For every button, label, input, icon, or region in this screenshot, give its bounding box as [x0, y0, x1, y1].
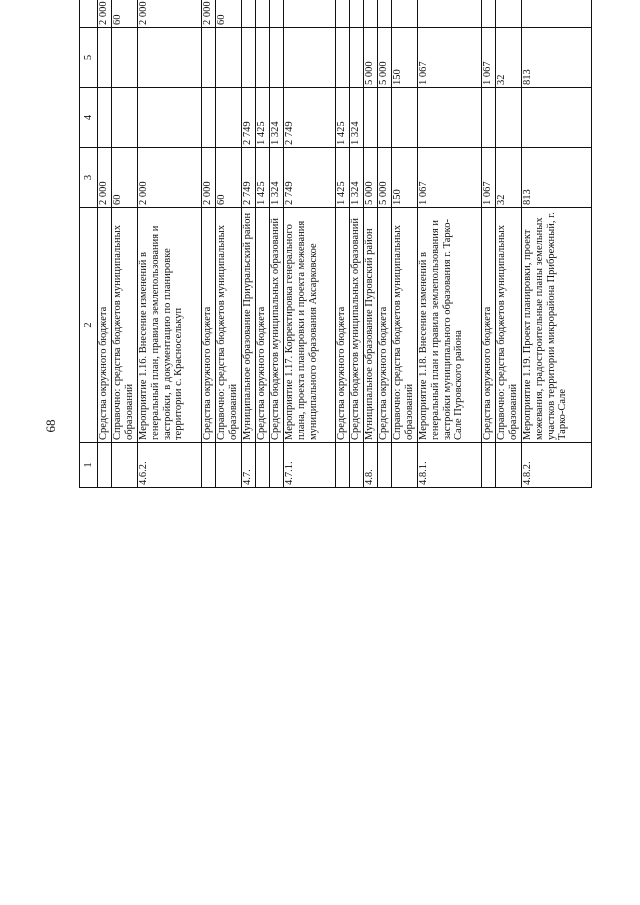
value-cell: [392, 88, 418, 148]
value-cell: [350, 0, 364, 28]
value-cell: [496, 88, 522, 148]
value-cell: 1 067: [482, 28, 496, 88]
budget-table: [79, 0, 592, 488]
value-cell: [482, 88, 496, 148]
table-row: [202, 0, 216, 488]
value-cell: 1 324: [270, 88, 284, 148]
row-code-cell: [256, 443, 270, 488]
table-row: [112, 0, 138, 488]
table-row: [482, 0, 496, 488]
value-cell: [378, 88, 392, 148]
table-row: [98, 0, 112, 488]
value-cell: [112, 28, 138, 88]
row-code-cell: [270, 443, 284, 488]
value-cell: [216, 28, 242, 88]
row-name-cell: Средства окружного бюджета: [378, 208, 392, 443]
value-cell: [284, 0, 336, 28]
row-code-cell: [202, 443, 216, 488]
row-name-cell: Средства бюджетов муниципальных образований: [270, 208, 284, 443]
value-cell: 1 324: [350, 88, 364, 148]
value-cell: [522, 0, 592, 28]
value-cell: 2 000: [138, 148, 202, 208]
value-cell: [336, 0, 350, 28]
value-cell: [364, 0, 378, 28]
row-name-cell: Средства окружного бюджета: [256, 208, 270, 443]
header-cell: 2: [80, 208, 98, 443]
value-cell: [216, 88, 242, 148]
row-code-cell: [98, 443, 112, 488]
value-cell: [418, 0, 482, 28]
value-cell: 5 000: [364, 28, 378, 88]
row-name-cell: Средства окружного бюджета: [98, 208, 112, 443]
value-cell: 2 000: [138, 0, 202, 28]
row-code-cell: [112, 443, 138, 488]
table-row: [364, 0, 378, 488]
header-cell: 4: [80, 88, 98, 148]
row-code-cell: [392, 443, 418, 488]
value-cell: [256, 28, 270, 88]
table-row: [138, 0, 202, 488]
row-name-cell: Муниципальное образование Пуровский район: [364, 208, 378, 443]
value-cell: 5 000: [364, 148, 378, 208]
table-row: [216, 0, 242, 488]
value-cell: [392, 0, 418, 28]
value-cell: 60: [216, 148, 242, 208]
value-cell: 60: [112, 0, 138, 28]
row-name-cell: Средства окружного бюджета: [336, 208, 350, 443]
table-row: [350, 0, 364, 488]
value-cell: 5 000: [378, 28, 392, 88]
row-name-cell: Муниципальное образование Приуральский район: [242, 208, 256, 443]
table-row: [336, 0, 350, 488]
value-cell: 2 000: [98, 148, 112, 208]
value-cell: 1 425: [336, 88, 350, 148]
table-row: [242, 0, 256, 488]
value-cell: [482, 0, 496, 28]
value-cell: 32: [496, 148, 522, 208]
value-cell: [418, 88, 482, 148]
value-cell: [522, 88, 592, 148]
table-row: [496, 0, 522, 488]
value-cell: 1 067: [418, 148, 482, 208]
value-cell: 2 749: [242, 88, 256, 148]
value-cell: 2 000: [98, 0, 112, 28]
header-row: [80, 0, 98, 488]
row-name-cell: Средства окружного бюджета: [202, 208, 216, 443]
row-code-cell: 4.7.1.: [284, 443, 336, 488]
value-cell: [350, 28, 364, 88]
row-name-cell: Справочно: средства бюджетов муниципальных образований: [112, 208, 138, 443]
table-row: [378, 0, 392, 488]
row-name-cell: Справочно: средства бюджетов муниципальных образований: [216, 208, 242, 443]
row-name-cell: Мероприятие 1.16. Внесение изменений в генеральный план, правила землепользования и застройки, в документацию по планировке территории с. Красноселькуп: [138, 208, 202, 443]
header-cell: [80, 0, 98, 28]
row-code-cell: [336, 443, 350, 488]
value-cell: [270, 28, 284, 88]
value-cell: 2 000: [202, 0, 216, 28]
value-cell: [112, 88, 138, 148]
value-cell: 1 425: [256, 148, 270, 208]
row-code-cell: 4.6.2.: [138, 443, 202, 488]
header-cell: 1: [80, 443, 98, 488]
value-cell: 150: [392, 148, 418, 208]
table-row: [256, 0, 270, 488]
table-body: [80, 0, 592, 488]
row-code-cell: [482, 443, 496, 488]
header-cell: 5: [80, 28, 98, 88]
row-code-cell: [216, 443, 242, 488]
value-cell: [270, 0, 284, 28]
row-name-cell: Мероприятие 1.17. Корректировка генерального плана, проекта планировки и проекта межевания муниципального образования Аксарковское: [284, 208, 336, 443]
table-row: [284, 0, 336, 488]
value-cell: 60: [112, 148, 138, 208]
value-cell: [378, 0, 392, 28]
value-cell: 32: [496, 28, 522, 88]
rotated-table-area: [79, 1, 569, 813]
row-name-cell: Мероприятие 1.19. Проект планировки, проект межевания, градостроительные планы земельных участков территории микрорайона Прибрежный, г. Тарко-Сале: [522, 208, 592, 443]
value-cell: 2 749: [242, 148, 256, 208]
row-code-cell: 4.7.: [242, 443, 256, 488]
value-cell: 1 425: [256, 88, 270, 148]
value-cell: 60: [216, 0, 242, 28]
value-cell: 1 067: [418, 28, 482, 88]
value-cell: [496, 0, 522, 28]
value-cell: [242, 28, 256, 88]
value-cell: 1 324: [270, 148, 284, 208]
value-cell: 1 067: [482, 148, 496, 208]
row-code-cell: [378, 443, 392, 488]
row-code-cell: 4.8.1.: [418, 443, 482, 488]
value-cell: 2 749: [284, 88, 336, 148]
value-cell: [364, 88, 378, 148]
row-name-cell: Справочно: средства бюджетов муниципальных образований: [392, 208, 418, 443]
row-code-cell: [350, 443, 364, 488]
row-code-cell: 4.8.2.: [522, 443, 592, 488]
row-name-cell: Мероприятие 1.18. Внесение изменений в генеральный план и правила землепользования и застройки муниципального образования г. Тарко-Сале Пуровского района: [418, 208, 482, 443]
value-cell: [256, 0, 270, 28]
value-cell: 150: [392, 28, 418, 88]
value-cell: [202, 28, 216, 88]
table-row: [522, 0, 592, 488]
value-cell: [284, 28, 336, 88]
table-row: [270, 0, 284, 488]
value-cell: 813: [522, 28, 592, 88]
row-name-cell: Средства бюджетов муниципальных образований: [350, 208, 364, 443]
value-cell: 1 425: [336, 148, 350, 208]
value-cell: 1 324: [350, 148, 364, 208]
value-cell: [336, 28, 350, 88]
page-number: 68: [43, 419, 58, 433]
value-cell: [98, 88, 112, 148]
value-cell: [202, 88, 216, 148]
value-cell: 5 000: [378, 148, 392, 208]
value-cell: 813: [522, 148, 592, 208]
value-cell: [138, 28, 202, 88]
value-cell: 2 000: [202, 148, 216, 208]
value-cell: [242, 0, 256, 28]
header-cell: 3: [80, 148, 98, 208]
value-cell: [138, 88, 202, 148]
row-code-cell: [496, 443, 522, 488]
table-row: [392, 0, 418, 488]
value-cell: 2 749: [284, 148, 336, 208]
row-name-cell: Справочно: средства бюджетов муниципальных образований: [496, 208, 522, 443]
row-code-cell: 4.8.: [364, 443, 378, 488]
value-cell: [98, 28, 112, 88]
row-name-cell: Средства окружного бюджета: [482, 208, 496, 443]
table-row: [418, 0, 482, 488]
